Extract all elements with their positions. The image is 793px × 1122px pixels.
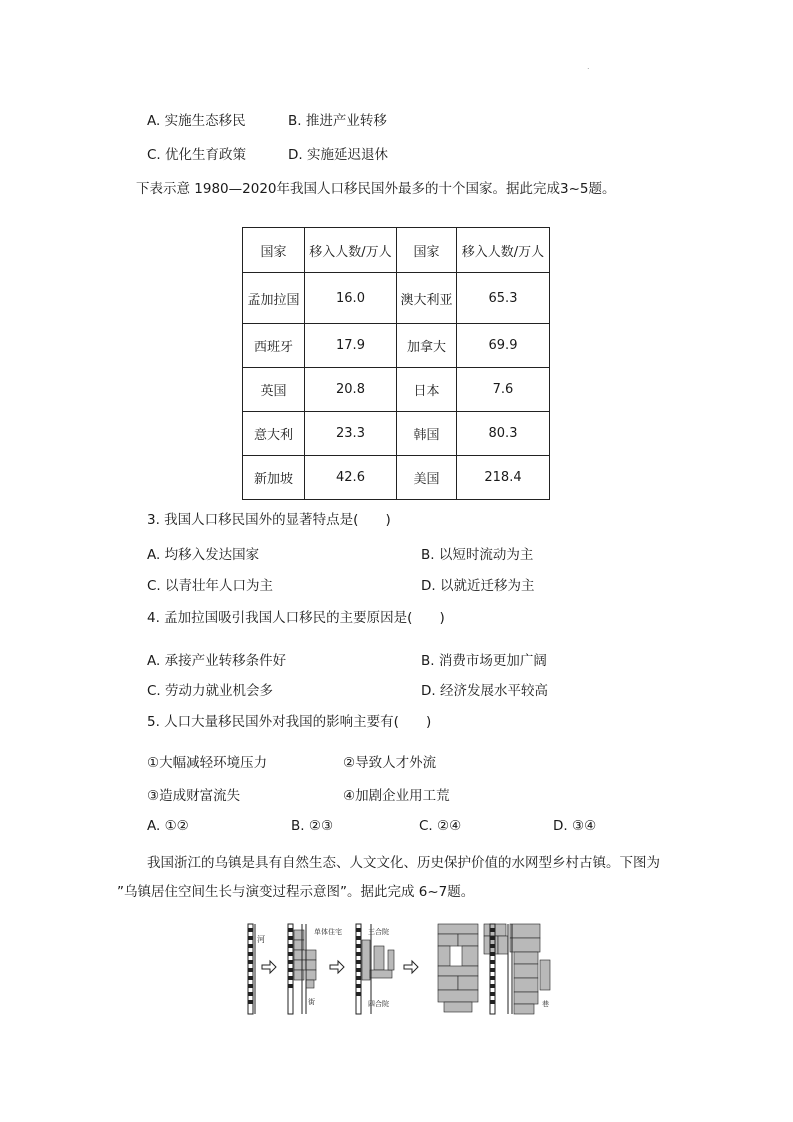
q5-option-c: C. ②④: [419, 818, 462, 834]
wuzhen-evolution-diagram: [244, 920, 554, 1018]
q4-option-a: A. 承接产业转移条件好: [147, 653, 287, 669]
table-row: [243, 412, 550, 456]
table-cell: 日本: [397, 368, 457, 412]
q4-stem: 4. 孟加拉国吸引我国人口移民的主要原因是( ): [147, 610, 445, 626]
q5-statement-2: ②导致人才外流: [343, 755, 437, 771]
table-cell: 65.3: [457, 273, 550, 324]
corner-mark: .: [587, 62, 590, 71]
table-cell: 7.6: [457, 368, 550, 412]
table-cell: 80.3: [457, 412, 550, 456]
stage-4: [438, 924, 550, 1014]
table-header-cell: 移入人数/万人: [305, 228, 397, 273]
q5-option-d: D. ③④: [553, 818, 597, 834]
table-header-cell: 移入人数/万人: [457, 228, 550, 273]
table-row: [243, 273, 550, 324]
table-header-row: [243, 228, 550, 273]
q4-option-c: C. 劳动力就业机会多: [147, 683, 274, 699]
q3-option-a: A. 均移入发达国家: [147, 547, 260, 563]
q3-stem: 3. 我国人口移民国外的显著特点是( ): [147, 512, 391, 528]
table-cell: 澳大利亚: [397, 273, 457, 324]
label-siheyuan: 四合院: [368, 1000, 389, 1008]
table-row: [243, 324, 550, 368]
q2-option-b: B. 推进产业转移: [288, 113, 387, 129]
q2-option-a: A. 实施生态移民: [147, 113, 246, 129]
table-row: [243, 368, 550, 412]
table-cell: 西班牙: [243, 324, 305, 368]
table-cell: 加拿大: [397, 324, 457, 368]
migration-table: [242, 227, 550, 500]
table-cell: 英国: [243, 368, 305, 412]
label-single-house: 单体住宅: [314, 928, 342, 936]
arrow-icon: [404, 961, 418, 973]
table-header-cell: 国家: [243, 228, 305, 273]
table-cell: 42.6: [305, 456, 397, 500]
table-cell: 韩国: [397, 412, 457, 456]
q2-option-c: C. 优化生育政策: [147, 147, 247, 163]
label-street: 街: [308, 998, 315, 1006]
q5-statement-1: ①大幅减轻环境压力: [147, 755, 268, 771]
table-cell: 17.9: [305, 324, 397, 368]
table-cell: 23.3: [305, 412, 397, 456]
q4-option-b: B. 消费市场更加广阔: [421, 653, 547, 669]
label-lane: 巷: [542, 1000, 549, 1008]
arrow-icon: [330, 961, 344, 973]
q5-option-a: A. ①②: [147, 818, 189, 834]
intro-q3-5: 下表示意 1980—2020年我国人口移民国外最多的十个国家。据此完成3~5题。: [136, 181, 616, 197]
table-cell: 孟加拉国: [243, 273, 305, 324]
table-cell: 218.4: [457, 456, 550, 500]
q5-statement-4: ④加剧企业用工荒: [343, 788, 450, 804]
label-sanheyuan: 三合院: [368, 928, 389, 936]
table-header-cell: 国家: [397, 228, 457, 273]
stage-3: [356, 924, 394, 1014]
q2-option-d: D. 实施延迟退休: [288, 147, 388, 163]
intro-q6-7-line1: 我国浙江的乌镇是具有自然生态、人文文化、历史保护价值的水网型乡村古镇。下图为: [147, 855, 660, 871]
table-cell: 20.8: [305, 368, 397, 412]
q3-option-c: C. 以青壮年人口为主: [147, 578, 274, 594]
intro-q6-7-line2: ”乌镇居住空间生长与演变过程示意图”。据此完成 6~7题。: [117, 884, 475, 900]
q4-option-d: D. 经济发展水平较高: [421, 683, 548, 699]
table-cell: 美国: [397, 456, 457, 500]
q5-stem: 5. 人口大量移民国外对我国的影响主要有( ): [147, 714, 432, 730]
q5-statement-3: ③造成财富流失: [147, 788, 241, 804]
table-row: [243, 456, 550, 500]
label-river: 河: [257, 935, 265, 944]
table-cell: 新加坡: [243, 456, 305, 500]
arrow-icon: [262, 961, 276, 973]
table-cell: 意大利: [243, 412, 305, 456]
q3-option-d: D. 以就近迁移为主: [421, 578, 535, 594]
table-cell: 16.0: [305, 273, 397, 324]
q5-option-b: B. ②③: [291, 818, 334, 834]
q3-option-b: B. 以短时流动为主: [421, 547, 534, 563]
table-cell: 69.9: [457, 324, 550, 368]
